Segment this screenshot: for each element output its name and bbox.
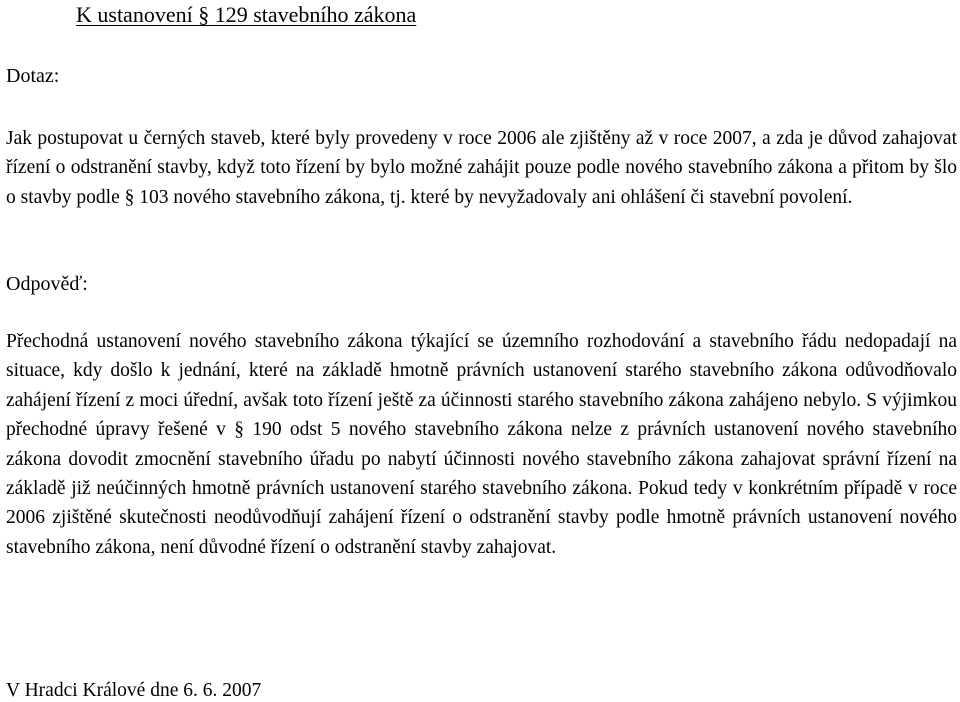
date-place-line: V Hradci Králové dne 6. 6. 2007 [6,680,262,701]
answer-label-colon: : [82,273,88,295]
question-label-text: Dotaz [6,65,54,87]
answer-label-text: Odpověď [6,273,83,295]
question-paragraph: Jak postupovat u černých staveb, které byly provedeny v roce 2006 ale zjištěny až v roce 2007, a zda je důvod zahajovat řízení o odstranění stavby, když toto řízení by bylo možné zahájit pouze podle nového stavebního zákona a přitom by šlo o stavby podle § 103 nového stavebního zákona, tj. které by nevyžadovaly ani ohlášení či stavební povolení. [6,128,957,208]
answer-paragraph: Přechodná ustanovení nového stavebního zákona týkající se územního rozhodování a stavebního řádu nedopadají na situace, kdy došlo k jednání, které na základě hmotně právních ustanovení starého stavebního zákona odůvodňovalo zahájení řízení z moci úřední, avšak toto řízení ještě za účinnosti starého stavebního zákona zahájeno nebylo. S výjimkou přechodné úpravy řešené v § 190 odst 5 nového stavebního zákona nelze z právních ustanovení nového stavebního zákona dovodit zmocnění stavebního úřadu po nabytí účinnosti nového stavebního zákona zahajovat správní řízení na základě již neúčinných hmotně právních ustanovení starého stavebního zákona. Pokud tedy v konkrétním případě v roce 2006 zjištěné skutečnosti neodůvodňují zahájení řízení o odstranění stavby podle hmotně právních ustanovení nového stavebního zákona, není důvodné řízení o odstranění stavby zahajovat. [6,331,957,558]
document-title: K ustanovení § 129 stavebního zákona [76,2,417,27]
question-label-colon: : [53,65,60,87]
question-label [6,64,59,88]
answer-label [6,272,88,296]
